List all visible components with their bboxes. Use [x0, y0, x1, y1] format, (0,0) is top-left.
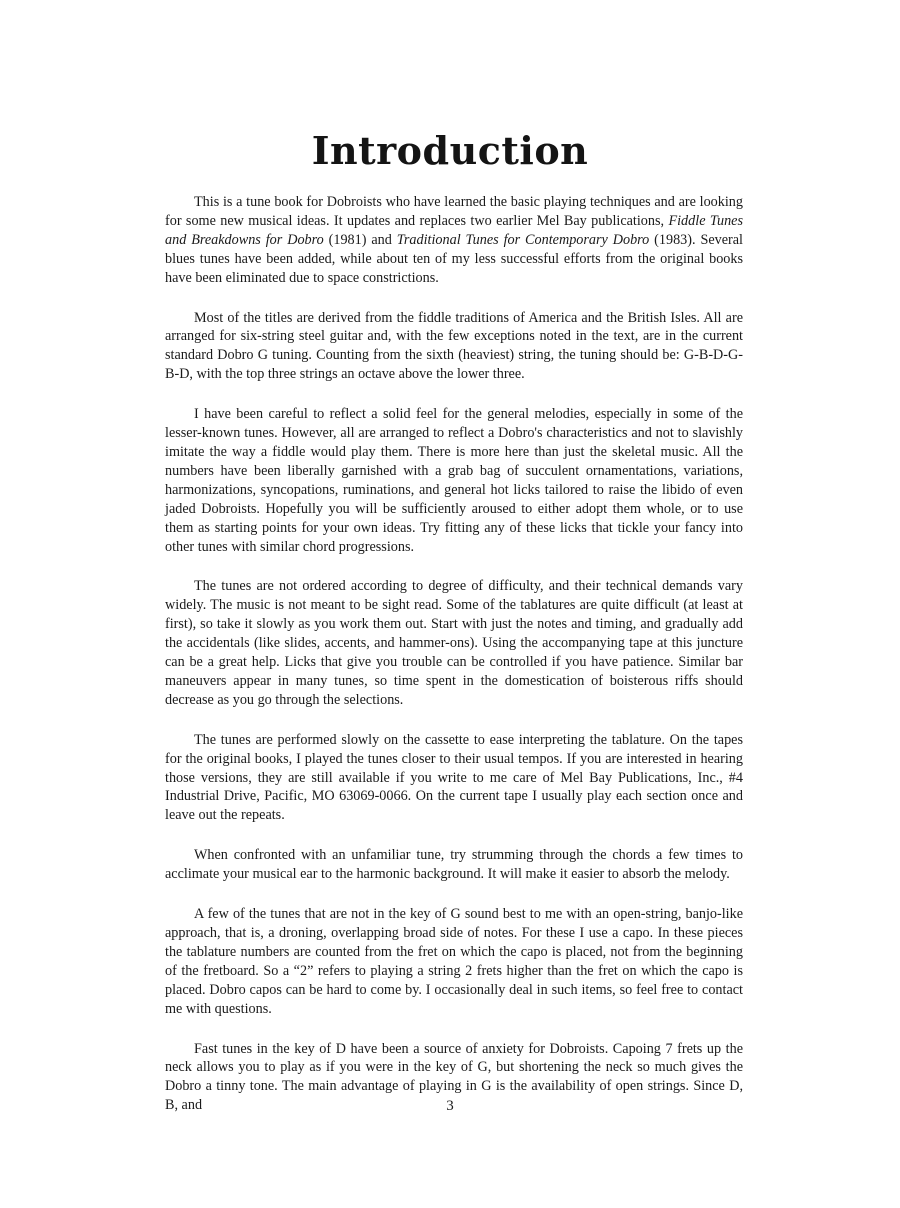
paragraph-1-text-a: This is a tune book for Dobroists who have learned the basic playing techniques and are looking for some new musical ideas. It updates and replaces two earlier Mel Bay publications, — [165, 194, 743, 229]
paragraph-1 — [165, 193, 743, 288]
paragraph-7: A few of the tunes that are not in the key of G sound best to me with an open-string, banjo-like approach, that is, a droning, overlapping broad side of notes. For these I use a capo. In these pieces the tablature numbers are counted from the fret on which the capo is placed, not from the beginning of the fretboard. So a “2” refers to playing a string 2 frets higher than the fret on which the capo is placed. Dobro capos can be hard to come by. I occasionally deal in such items, so feel free to contact me with questions. — [165, 906, 743, 1017]
body-text — [165, 193, 743, 1136]
paragraph-8: Fast tunes in the key of D have been a source of anxiety for Dobroists. Capoing 7 frets up the neck allows you to play as if you were in the key of G, but shortening the neck so much gives the Dobro a tinny tone. The main advantage of playing in G is the availability of open strings. Since D, B, and — [165, 1040, 743, 1114]
paragraph-1-text-c: (1981) and — [323, 231, 397, 248]
paragraph-1-text-e: (1983). Several blues tunes have been added, while about ten of my less successful efforts from the original books have been eliminated due to space constrictions. — [165, 231, 743, 286]
paragraph-6: When confronted with an unfamiliar tune, try strumming through the chords a few times to acclimate your musical ear to the harmonic background. It will make it easier to absorb the melody. — [165, 847, 743, 883]
paragraph-4: The tunes are not ordered according to degree of difficulty, and their technical demands vary widely. The music is not meant to be sight read. Some of the tablatures are quite difficult (at least at first), so take it slowly as you work them out. Start with just the notes and timing, and gradually add the accidentals (like slides, accents, and hammer-ons). Using the accompanying tape at this juncture can be a great help. Licks that give you trouble can be controlled if you have patience. Similar bar maneuvers appear in many tunes, so time spent in the domestication of boisterous riffs should decrease as you go through the selections. — [165, 578, 743, 708]
paragraph-5: The tunes are performed slowly on the cassette to ease interpreting the tablature. On the tapes for the original books, I played the tunes closer to their usual tempos. If you are interested in hearing those versions, they are still available if you write to me care of Mel Bay Publications, Inc., #4 Industrial Drive, Pacific, MO 63069-0066. On the current tape I usually play each section once and leave out the repeats. — [165, 731, 743, 824]
book-title-traditional-tunes: Traditional Tunes for Contemporary Dobro — [396, 231, 650, 248]
paragraph-2: Most of the titles are derived from the fiddle traditions of America and the British Isles. All are arranged for six-string steel guitar and, with the few exceptions noted in the text, are in the current standard Dobro G tuning. Counting from the sixth (heaviest) string, the tuning should be: G-B-D-G-B-D, with the top three strings an octave above the lower three. — [165, 309, 743, 383]
book-title-fiddle-tunes: Fiddle Tunes and Breakdowns for Dobro — [165, 212, 743, 248]
paragraph-3: I have been careful to reflect a solid feel for the general melodies, especially in some of the lesser-known tunes. However, all are arranged to reflect a Dobro's characteristics and not to slavishly imitate the way a fiddle would play them. There is more here than just the skeletal music. All the numbers have been liberally garnished with a grab bag of succulent ornamentations, variations, harmonizations, syncopations, ruminations, and general hot licks tailored to raise the libido of even jaded Dobroists. Hopefully you will be sufficiently aroused to either adopt them whole, or to use them as starting points for your own ideas. Try fitting any of these licks that tickle your fancy into other tunes with similar chord progressions. — [165, 406, 743, 555]
page-title: Introduction — [311, 128, 589, 173]
page-number: 3 — [446, 1098, 454, 1114]
